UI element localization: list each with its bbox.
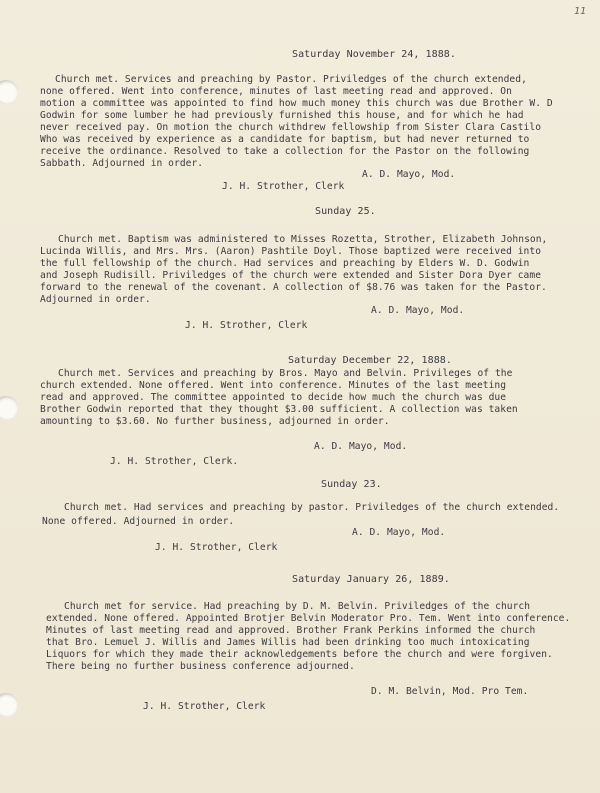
clerk-signature: J. H. Strother, Clerk <box>155 542 278 553</box>
entry-date: Sunday 23. <box>321 479 382 490</box>
minutes-line: There being no further business conference adjourned. <box>46 661 355 672</box>
punch-hole <box>0 693 18 717</box>
minutes-line: extended. None offered. Appointed Brotjer Belvin Moderator Pro. Tem. Went into conference. <box>46 613 571 624</box>
minutes-line: forward to the renewal of the covenant. A collection of $8.76 was taken for the Pastor. <box>40 282 547 293</box>
clerk-signature: J. H. Strother, Clerk. <box>110 456 239 467</box>
minutes-line: none offered. Went into conference, minutes of last meeting read and approved. On <box>40 86 512 97</box>
clerk-signature: J. H. Strother, Clerk <box>222 181 345 192</box>
minutes-line: Church met for service. Had preaching by D. M. Belvin. Priviledges of the church <box>64 601 531 612</box>
minutes-line: Lucinda Willis, and Mrs. Mrs. (Aaron) Pashtile Doyl. Those baptized were received into <box>40 246 542 257</box>
minutes-line: Liquors for which they made their acknowledgements before the church and were forgiven. <box>46 649 553 660</box>
clerk-signature: J. H. Strother, Clerk <box>185 320 308 331</box>
minutes-line: read and approved. The committee appointed to decide how much the church was due <box>40 392 507 403</box>
entry-date: Saturday November 24, 1888. <box>292 49 456 60</box>
entry-date: Sunday 25. <box>315 206 376 217</box>
minutes-line: Church met. Baptism was administered to Misses Rozetta, Strother, Elizabeth Johnson, <box>58 234 548 245</box>
minutes-line: Who was received by experience as a candidate for baptism, but had never returned to <box>40 134 530 145</box>
minutes-line: and Joseph Rudisill. Priviledges of the church were extended and Sister Dora Dyer came <box>40 270 542 281</box>
minutes-line: Church met. Had services and preaching by pastor. Priviledges of the church extended. <box>64 502 560 513</box>
minutes-line: never received pay. On motion the church withdrew fellowship from Sister Clara Castilo <box>40 122 542 133</box>
minutes-line: Church met. Services and preaching by Pastor. Priviledges of the church extended, <box>55 74 527 85</box>
minutes-line: amounting to $3.60. No further business, adjourned in order. <box>40 416 390 427</box>
moderator-signature: D. M. Belvin, Mod. Pro Tem. <box>371 686 529 697</box>
moderator-signature: A. D. Mayo, Mod. <box>352 527 446 538</box>
minutes-line: Brother Godwin reported that they thought $3.00 sufficient. A collection was taken <box>40 404 518 415</box>
minutes-line: Sabbath. Adjourned in order. <box>40 158 204 169</box>
minutes-line: motion a committee was appointed to find how much money this church was due Brother W. D <box>40 98 553 109</box>
entry-date: Saturday December 22, 1888. <box>288 355 452 366</box>
minutes-line: the full fellowship of the church. Had services and preaching by Elders W. D. Godwin <box>40 258 530 269</box>
minutes-line: Church met. Services and preaching by Bros. Mayo and Belvin. Privileges of the <box>58 368 513 379</box>
minutes-line: Minutes of last meeting read and approved. Brother Frank Perkins informed the church <box>46 625 536 636</box>
minutes-line: Godwin for some lumber he had previously furnished this house, and for which he had <box>40 110 524 121</box>
minutes-line: receive the ordinance. Resolved to take a collection for the Pastor on the following <box>40 146 530 157</box>
moderator-signature: A. D. Mayo, Mod. <box>362 169 456 180</box>
minutes-line: Adjourned in order. <box>40 294 151 305</box>
entry-date: Saturday January 26, 1889. <box>292 574 450 585</box>
minutes-line: None offered. Adjourned in order. <box>42 516 235 527</box>
punch-hole <box>0 396 18 420</box>
minutes-line: that Bro. Lemuel J. Willis and James Willis had been drinking too much intoxicating <box>46 637 530 648</box>
clerk-signature: J. H. Strother, Clerk <box>143 701 266 712</box>
moderator-signature: A. D. Mayo, Mod. <box>314 441 408 452</box>
moderator-signature: A. D. Mayo, Mod. <box>371 305 465 316</box>
page-number: 11 <box>573 6 586 17</box>
punch-hole <box>0 80 18 104</box>
minutes-line: church extended. None offered. Went into conference. Minutes of the last meeting <box>40 380 507 391</box>
